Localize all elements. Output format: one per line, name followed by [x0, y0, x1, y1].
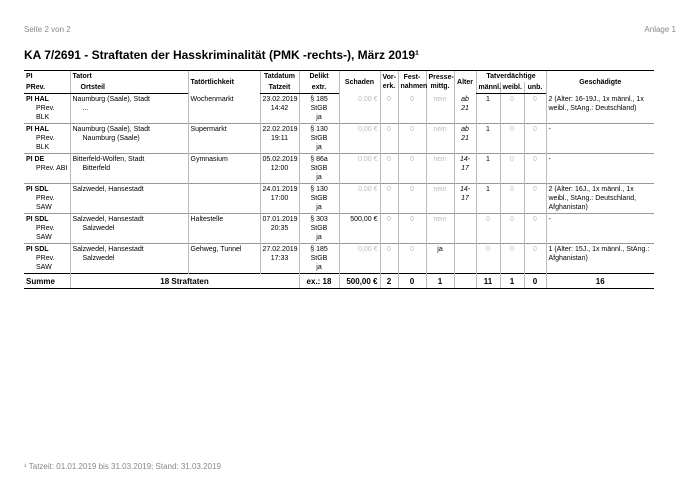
cell-schaden: 500,00 € [350, 216, 378, 223]
table-row [24, 94, 654, 124]
cell-extr: ja [316, 174, 322, 181]
cell-ortsteil: Bitterfeld [82, 165, 111, 172]
cell-geschaedigte: 2 (Alter: 16-19J., 1x männl., 1x weibl., StAng.: Deutschland) [548, 95, 644, 112]
cell-alter: ab 21 [461, 95, 469, 112]
cell-unb: 0 [533, 126, 537, 133]
cell-oertlichkeit: Supermarkt [190, 126, 227, 133]
cell-zeit: 14:42 [270, 105, 289, 112]
sum-straftaten: 18 Straftaten [70, 274, 299, 289]
col-pi: PI [24, 71, 70, 83]
cell-oertlichkeit: Gymnasium [190, 156, 228, 163]
cell-pi: PI SDL [26, 186, 49, 193]
cell-ortsteil: ... [82, 105, 89, 112]
cell-pi: PI SDL [26, 216, 49, 223]
cell-vorerk: 0 [387, 126, 391, 133]
cell-maennl: 1 [486, 96, 490, 103]
cell-delikt: § 86a StGB [310, 156, 328, 172]
cell-oertlichkeit: Gehweg, Tunnel [190, 246, 242, 253]
cell-maennl: 0 [486, 216, 490, 223]
sum-geschaedigte: 16 [546, 274, 654, 289]
cell-prev: PRev. BLK [36, 135, 55, 151]
cell-alter: 14-17 [459, 186, 471, 202]
col-tatdatum: Tatdatum [260, 71, 299, 83]
cell-delikt: § 130 StGB [310, 186, 328, 202]
col-festnahmen: Fest-nahmen [398, 71, 426, 94]
cell-tatort: Salzwedel, Hansestadt [72, 216, 144, 223]
sum-weibl: 1 [500, 274, 524, 289]
cell-alter: ab 21 [461, 126, 469, 142]
cell-vorerk: 0 [387, 95, 391, 103]
cell-presse: nein [433, 156, 447, 163]
sum-label: Summe [24, 274, 70, 289]
cell-weibl: 0 [510, 126, 514, 133]
sum-schaden: 500,00 € [339, 274, 380, 289]
cell-geschaedigte: 2 (Alter: 16J., 1x männl., 1x weibl., StAng.: Deutschland, Afghanistan) [548, 186, 637, 211]
sum-unb: 0 [524, 274, 546, 289]
cell-festnahmen: 0 [410, 186, 414, 193]
sum-festnahmen: 0 [398, 274, 426, 289]
cell-geschaedigte: 1 (Alter: 15J., 1x männl., StAng.: Afghanistan) [548, 246, 650, 262]
sum-extr: ex.: 18 [299, 274, 339, 289]
cell-geschaedigte: - [548, 126, 551, 133]
annex-label: Anlage 1 [644, 25, 676, 34]
cell-weibl: 0 [510, 156, 514, 163]
col-geschaedigte: Geschädigte [546, 71, 654, 94]
cell-schaden: 0,00 € [358, 246, 378, 253]
cell-presse: ja [437, 246, 443, 253]
col-tatoertlichkeit: Tatörtlichkeit [188, 71, 260, 94]
cell-zeit: 17:33 [270, 255, 289, 262]
cell-festnahmen: 0 [410, 95, 414, 103]
cell-presse: nein [433, 216, 447, 223]
cell-ortsteil: Naumburg (Saale) [82, 135, 140, 142]
cell-unb: 0 [533, 96, 537, 103]
col-ortsteil: Ortsteil [70, 82, 188, 94]
cell-prev: PRev. SAW [36, 225, 55, 241]
table-row [24, 184, 654, 214]
cell-extr: ja [316, 144, 322, 151]
cell-vorerk: 0 [387, 246, 391, 253]
cell-ortsteil: Salzwedel [82, 225, 115, 232]
col-schaden: Schaden [339, 71, 380, 94]
cell-weibl: 0 [510, 186, 514, 193]
cell-pi: PI SDL [26, 246, 49, 253]
cell-prev: PRev. SAW [36, 195, 55, 211]
cell-maennl: 0 [486, 246, 490, 253]
cell-tatort: Salzwedel, Hansestadt [72, 186, 144, 193]
col-alter: Alter [454, 71, 476, 94]
document-title: KA 7/2691 - Straftaten der Hasskriminalität (PMK -rechts-), März 2019¹ [24, 48, 420, 62]
cell-festnahmen: 0 [410, 246, 414, 253]
cell-oertlichkeit: Wochenmarkt [190, 95, 234, 103]
cell-geschaedigte: - [548, 216, 551, 223]
cell-zeit: 19:11 [271, 135, 288, 142]
cell-ortsteil: Salzwedel [82, 255, 115, 262]
cell-presse: nein [433, 95, 447, 103]
crime-table [24, 70, 654, 289]
cell-festnahmen: 0 [410, 156, 414, 163]
cell-delikt: § 185 StGB [310, 96, 328, 112]
col-unb: unb. [524, 82, 546, 94]
cell-unb: 0 [533, 186, 537, 193]
cell-unb: 0 [533, 216, 537, 223]
col-weibl: weibl. [500, 82, 524, 94]
summary-row [24, 274, 654, 289]
cell-datum: 05.02.2019 [262, 156, 298, 163]
cell-tatort: Naumburg (Saale), Stadt [72, 126, 150, 133]
cell-unb: 0 [533, 246, 537, 253]
cell-presse: nein [433, 126, 447, 133]
cell-delikt: § 185 StGB [310, 246, 328, 262]
cell-extr: ja [316, 264, 322, 271]
cell-presse: nein [433, 186, 447, 193]
cell-unb: 0 [533, 156, 537, 163]
cell-datum: 27.02.2019 [262, 246, 298, 253]
cell-schaden: 0,00 € [358, 156, 378, 163]
sum-presse: 1 [426, 274, 454, 289]
cell-festnahmen: 0 [410, 126, 414, 133]
cell-prev: PRev. BLK [36, 105, 55, 121]
cell-oertlichkeit: Haltestelle [190, 216, 224, 223]
cell-tatort: Naumburg (Saale), Stadt [72, 96, 150, 103]
cell-extr: ja [316, 234, 322, 241]
cell-vorerk: 0 [387, 186, 391, 193]
col-pressemitt: Presse-mittg. [426, 71, 454, 94]
table-row [24, 124, 654, 154]
col-delikt: Delikt [299, 71, 339, 83]
cell-geschaedigte: - [548, 156, 551, 163]
cell-datum: 23.02.2019 [262, 96, 298, 103]
cell-weibl: 0 [510, 216, 514, 223]
cell-tatort: Bitterfeld-Wolfen, Stadt [72, 156, 145, 163]
col-extr: extr. [299, 82, 339, 94]
cell-prev: PRev. SAW [36, 255, 55, 271]
cell-delikt: § 303 StGB [310, 216, 328, 232]
cell-maennl: 1 [486, 156, 490, 163]
col-maennl: männl. [476, 82, 500, 94]
cell-pi: PI HAL [26, 126, 49, 133]
table-row [24, 154, 654, 184]
cell-extr: ja [316, 114, 322, 121]
cell-schaden: 0,00 € [358, 126, 378, 133]
cell-delikt: § 130 StGB [310, 126, 328, 142]
col-tatort: Tatort [70, 71, 188, 83]
cell-schaden: 0,00 € [358, 95, 378, 103]
col-tatverdaechtige: Tatverdächtige [476, 71, 546, 83]
cell-tatort: Salzwedel, Hansestadt [72, 246, 144, 253]
footnote: ¹ Tatzeit: 01.01.2019 bis 31.03.2019; Stand: 31.03.2019 [24, 462, 221, 471]
cell-alter: 14-17 [459, 156, 471, 172]
cell-weibl: 0 [510, 246, 514, 253]
cell-prev: PRev. ABI [36, 165, 68, 172]
cell-maennl: 1 [486, 186, 490, 193]
cell-zeit: 17:00 [270, 195, 289, 202]
cell-datum: 07.01.2019 [262, 216, 298, 223]
col-vorerk: Vor-erk. [380, 71, 398, 94]
cell-datum: 24.01.2019 [262, 186, 298, 193]
cell-zeit: 12:00 [270, 165, 289, 172]
page-number: Seite 2 von 2 [24, 25, 71, 34]
cell-extr: ja [316, 204, 322, 211]
cell-vorerk: 0 [387, 156, 391, 163]
table-row [24, 244, 654, 274]
cell-pi: PI HAL [26, 96, 49, 103]
cell-vorerk: 0 [387, 216, 391, 223]
table-row [24, 214, 654, 244]
cell-festnahmen: 0 [410, 216, 414, 223]
cell-maennl: 1 [486, 126, 490, 133]
col-tatzeit: Tatzeit [260, 82, 299, 94]
cell-zeit: 20:35 [270, 225, 289, 232]
col-prev: PRev. [24, 82, 70, 94]
cell-datum: 22.02.2019 [262, 126, 298, 133]
sum-maennl: 11 [476, 274, 500, 289]
cell-schaden: 0,00 € [358, 186, 378, 193]
cell-weibl: 0 [510, 96, 514, 103]
cell-pi: PI DE [26, 156, 45, 163]
sum-vorerk: 2 [380, 274, 398, 289]
